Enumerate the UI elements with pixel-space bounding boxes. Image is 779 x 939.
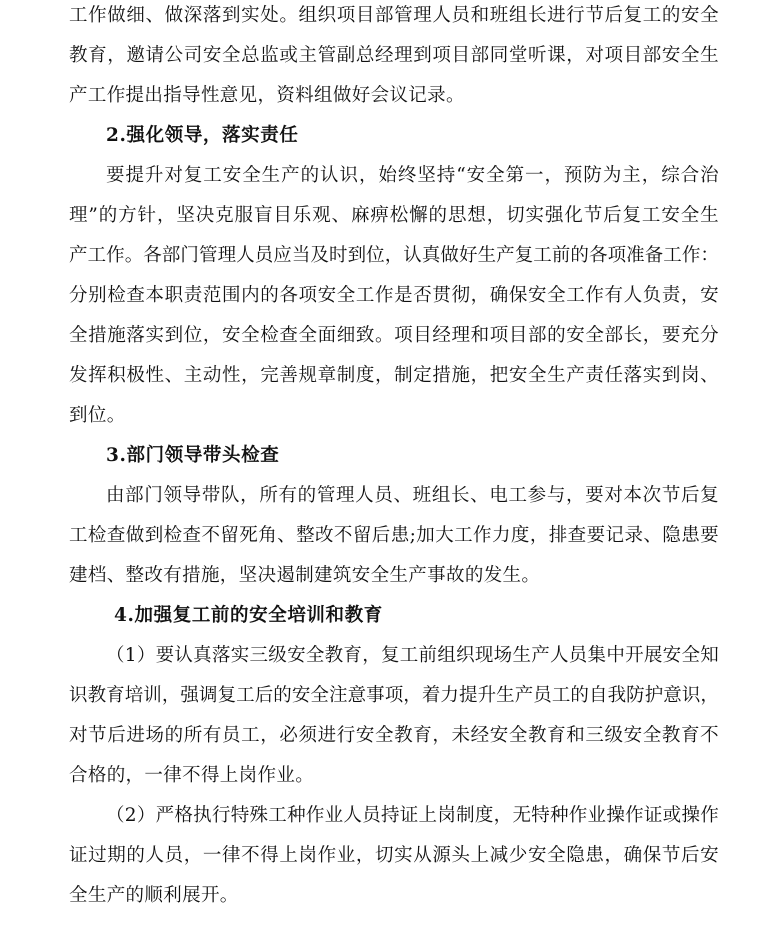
paragraph-line: 建档、整改有措施，坚决遏制建筑安全生产事故的发生。 [69, 565, 541, 586]
paragraph-line: 证过期的人员，一律不得上岗作业，切实从源头上减少安全隐患，确保节后安 [69, 845, 719, 866]
paragraph-line: 教育，邀请公司安全总监或主管副总经理到项目部同堂听课，对项目部安全生 [69, 45, 719, 66]
paragraph-line: 产工作。各部门管理人员应当及时到位，认真做好生产复工前的各项准备工作： [69, 245, 719, 266]
paragraph-line: 全生产的顺利展开。 [69, 885, 239, 906]
section-heading-3: 3.部门领导带头检查 [106, 445, 280, 466]
section-heading-4: 4.加强复工前的安全培训和教育 [114, 605, 383, 626]
paragraph-line: 发挥积极性、主动性，完善规章制度，制定措施，把安全生产责任落实到岗、 [69, 365, 719, 386]
paragraph-line: 工作做细、做深落到实处。组织项目部管理人员和班组长进行节后复工的安全 [69, 5, 719, 26]
paragraph-line: （2）严格执行特殊工种作业人员持证上岗制度，无特种作业操作证或操作 [106, 805, 719, 826]
paragraph-line: 全措施落实到位，安全检查全面细致。项目经理和项目部的安全部长，要充分 [69, 325, 719, 346]
paragraph-line: 要提升对复工安全生产的认识，始终坚持“安全第一，预防为主，综合治 [106, 165, 719, 186]
paragraph-line: 识教育培训，强调复工后的安全注意事项，着力提升生产员工的自我防护意识， [69, 685, 719, 706]
paragraph-line: 合格的，一律不得上岗作业。 [69, 765, 315, 786]
paragraph-line: 对节后进场的所有员工，必须进行安全教育，未经安全教育和三级安全教育不 [69, 725, 719, 746]
paragraph-line: 到位。 [69, 405, 126, 426]
paragraph-line: 产工作提出指导性意见，资料组做好会议记录。 [69, 85, 465, 106]
paragraph-line: 理”的方针，坚决克服盲目乐观、麻痹松懈的思想，切实强化节后复工安全生 [69, 205, 719, 226]
paragraph-line: 工检查做到检查不留死角、整改不留后患;加大工作力度，排查要记录、隐患要 [69, 525, 719, 546]
paragraph-line: 由部门领导带队，所有的管理人员、班组长、电工参与，要对本次节后复 [106, 485, 719, 506]
paragraph-line: （1）要认真落实三级安全教育，复工前组织现场生产人员集中开展安全知 [106, 645, 719, 666]
paragraph-line: 分别检查本职责范围内的各项安全工作是否贯彻，确保安全工作有人负责，安 [69, 285, 719, 306]
section-heading-2: 2.强化领导，落实责任 [106, 125, 299, 146]
